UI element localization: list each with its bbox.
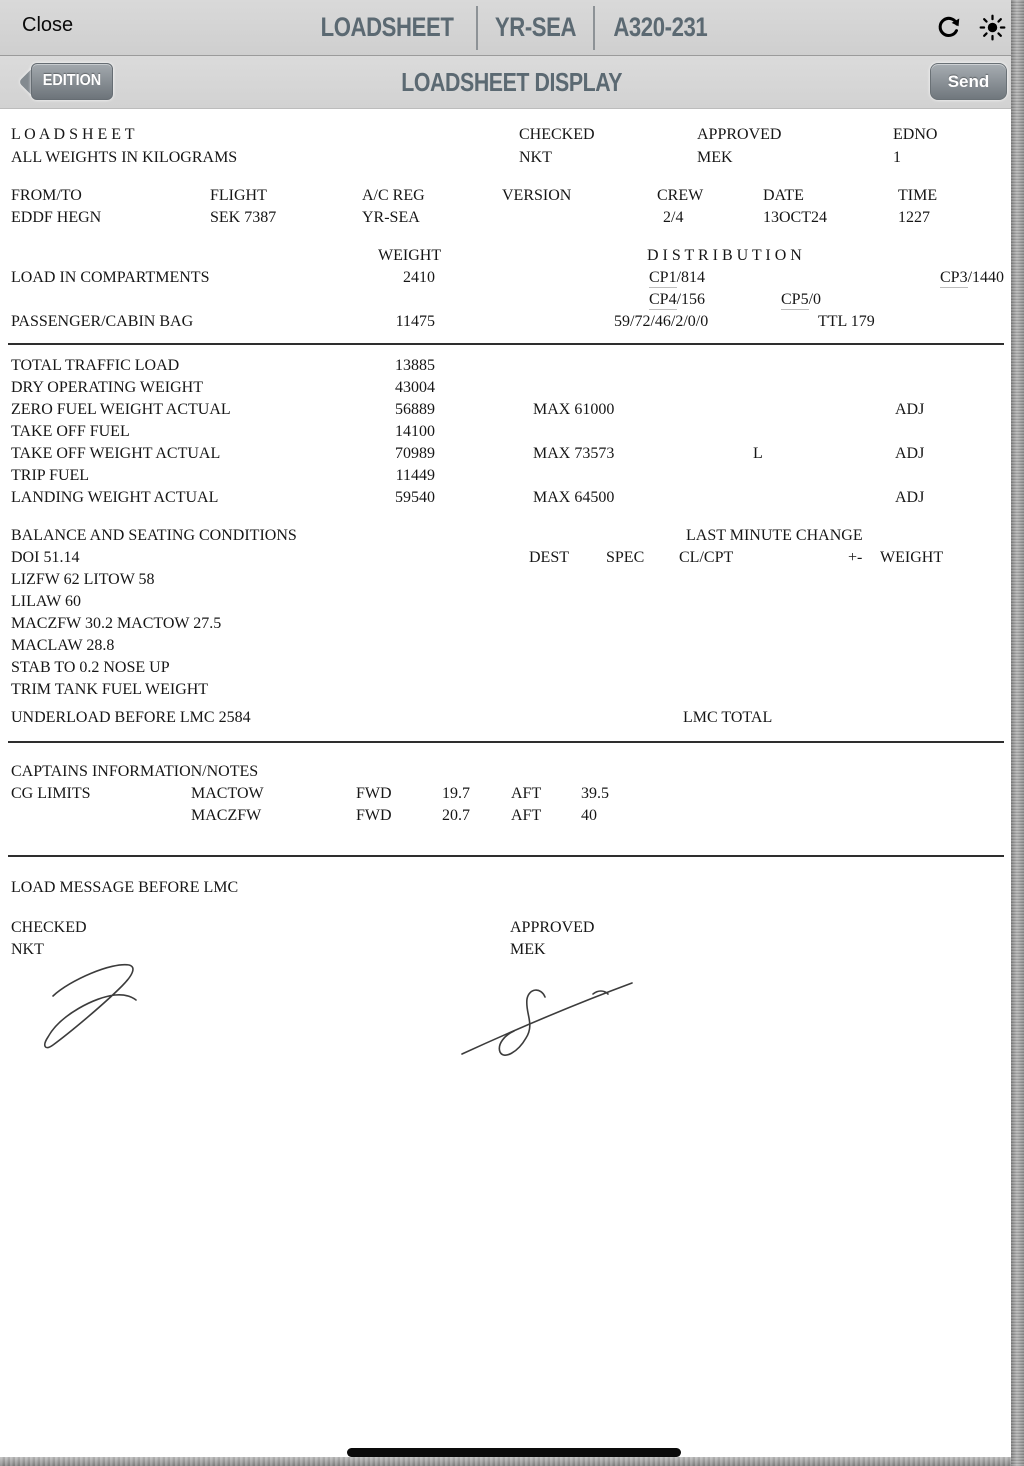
totals-row-max: MAX 61000 — [533, 401, 615, 418]
cg-aft-value: 39.5 — [581, 785, 609, 802]
right-frame-strip — [1011, 0, 1024, 1466]
totals-row-value: 43004 — [395, 379, 435, 396]
lmc-weight-header: WEIGHT — [880, 549, 944, 566]
lmc-plusminus-header: +- — [848, 549, 863, 566]
bottom-frame-strip — [0, 1457, 1024, 1466]
balance-line: DOI 51.14 — [11, 549, 80, 566]
cp4-distribution — [649, 292, 705, 308]
balance-line: LILAW 60 — [11, 593, 81, 610]
acreg-value: YR-SEA — [362, 209, 420, 226]
date-header: DATE — [763, 187, 804, 204]
totals-row-label: ZERO FUEL WEIGHT ACTUAL — [11, 401, 231, 418]
balance-line: LIZFW 62 LITOW 58 — [11, 571, 155, 588]
cp5-link[interactable]: CP5 — [781, 291, 809, 308]
loadsheet-title: L O A D S H E E T — [11, 126, 135, 143]
approved-label: APPROVED — [697, 126, 782, 143]
brightness-icon[interactable] — [979, 14, 1006, 41]
flight-value: SEK 7387 — [210, 209, 277, 226]
balance-line: TRIM TANK FUEL WEIGHT — [11, 681, 209, 698]
toolbar — [0, 56, 1024, 109]
pax-total: TTL 179 — [818, 313, 875, 330]
cp3-value: /1440 — [967, 269, 1005, 286]
totals-row-value: 13885 — [395, 357, 435, 374]
weight-column-header: WEIGHT — [378, 247, 442, 264]
sig-approved-label: APPROVED — [510, 919, 595, 936]
compartments-weight: 2410 — [403, 269, 435, 286]
cg-fwd-label: FWD — [356, 785, 392, 802]
title-divider — [593, 6, 595, 50]
lmc-clcpt-header: CL/CPT — [679, 549, 734, 566]
fromto-header: FROM/TO — [11, 187, 82, 204]
captains-title: CAPTAINS INFORMATION/NOTES — [11, 763, 259, 780]
title-segment-aircraft-type: A320-231 — [613, 12, 708, 42]
approved-signature — [450, 972, 640, 1067]
pax-split: 59/72/46/2/0/0 — [614, 313, 709, 330]
cg-aft-label: AFT — [511, 807, 542, 824]
acreg-header: A/C REG — [362, 187, 425, 204]
balance-line: MACLAW 28.8 — [11, 637, 115, 654]
approved-value: MEK — [697, 149, 733, 166]
totals-row-label: LANDING WEIGHT ACTUAL — [11, 489, 219, 506]
page-title: LOADSHEET DISPLAY — [401, 66, 623, 97]
cg-fwd-value: 19.7 — [442, 785, 470, 802]
checked-signature — [40, 958, 150, 1058]
flight-header: FLIGHT — [210, 187, 267, 204]
totals-row-max: MAX 73573 — [533, 445, 615, 462]
checked-label: CHECKED — [519, 126, 595, 143]
cg-row-name: MACTOW — [191, 785, 264, 802]
cp5-distribution — [781, 292, 821, 308]
cg-fwd-value: 20.7 — [442, 807, 470, 824]
refresh-icon[interactable] — [934, 13, 963, 42]
balance-line: STAB TO 0.2 NOSE UP — [11, 659, 170, 676]
edno-label: EDNO — [893, 126, 938, 143]
time-value: 1227 — [898, 209, 930, 226]
cg-fwd-label: FWD — [356, 807, 392, 824]
loadsheet-document — [0, 109, 1024, 1457]
totals-row-label: TRIP FUEL — [11, 467, 90, 484]
totals-row-label: TAKE OFF WEIGHT ACTUAL — [11, 445, 221, 462]
distribution-header: D I S T R I B U T I O N — [647, 247, 802, 264]
cp1-distribution — [649, 270, 705, 286]
cp1-link[interactable]: CP1 — [649, 269, 677, 286]
lmc-spec-header: SPEC — [606, 549, 645, 566]
date-value: 13OCT24 — [763, 209, 827, 226]
fromto-value: EDDF HEGN — [11, 209, 102, 226]
totals-row-adj[interactable]: ADJ — [895, 401, 925, 418]
lmc-dest-header: DEST — [529, 549, 569, 566]
totals-row-value: 70989 — [395, 445, 435, 462]
version-header: VERSION — [502, 187, 572, 204]
status-bar — [0, 0, 1024, 56]
status-bar-icons — [934, 13, 1006, 42]
totals-row-value: 59540 — [395, 489, 435, 506]
cg-row-name: MACZFW — [191, 807, 262, 824]
sig-approved-by: MEK — [510, 941, 546, 958]
title-divider — [476, 6, 478, 50]
totals-row-label: DRY OPERATING WEIGHT — [11, 379, 203, 396]
totals-row-adj[interactable]: ADJ — [895, 445, 925, 462]
totals-row-limit-code: L — [753, 445, 763, 462]
app-title — [0, 0, 1024, 55]
balance-line: MACZFW 30.2 MACTOW 27.5 — [11, 615, 222, 632]
totals-row-adj[interactable]: ADJ — [895, 489, 925, 506]
cp3-link[interactable]: CP3 — [940, 269, 968, 286]
load-message-title: LOAD MESSAGE BEFORE LMC — [11, 879, 239, 896]
sig-checked-label: CHECKED — [11, 919, 87, 936]
compartments-label: LOAD IN COMPARTMENTS — [11, 269, 210, 286]
edition-button-label: EDITION — [42, 72, 102, 89]
send-button[interactable]: Send — [930, 63, 1007, 100]
pax-label: PASSENGER/CABIN BAG — [11, 313, 194, 330]
totals-row-label: TAKE OFF FUEL — [11, 423, 130, 440]
cp4-link[interactable]: CP4 — [649, 291, 677, 308]
section-rule — [8, 343, 1004, 345]
underload-line: UNDERLOAD BEFORE LMC 2584 — [11, 709, 251, 726]
lmc-total-label: LMC TOTAL — [683, 709, 773, 726]
cp3-distribution — [940, 270, 1004, 286]
title-segment-loadsheet: LOADSHEET — [320, 12, 454, 42]
cp5-value: /0 — [808, 291, 822, 308]
time-header: TIME — [898, 187, 938, 204]
edno-value: 1 — [893, 149, 901, 166]
title-segment-registration: YR-SEA — [495, 12, 577, 42]
balance-title: BALANCE AND SEATING CONDITIONS — [11, 527, 297, 544]
home-indicator[interactable] — [347, 1448, 681, 1457]
totals-row-value: 11449 — [395, 467, 435, 484]
totals-row-max: MAX 64500 — [533, 489, 615, 506]
cg-aft-value: 40 — [581, 807, 597, 824]
cg-aft-label: AFT — [511, 785, 542, 802]
lmc-title: LAST MINUTE CHANGE — [686, 527, 863, 544]
totals-row-value: 56889 — [395, 401, 435, 418]
section-rule — [8, 855, 1004, 857]
sig-checked-by: NKT — [11, 941, 44, 958]
totals-row-value: 14100 — [395, 423, 435, 440]
section-rule — [8, 741, 1004, 743]
pax-weight: 11475 — [395, 313, 435, 330]
crew-value: 2/4 — [663, 209, 684, 226]
cg-limits-label: CG LIMITS — [11, 785, 91, 802]
checked-value: NKT — [519, 149, 552, 166]
cp4-value: /156 — [676, 291, 706, 308]
crew-header: CREW — [657, 187, 704, 204]
cp1-value: /814 — [676, 269, 706, 286]
weights-unit-note: ALL WEIGHTS IN KILOGRAMS — [11, 149, 238, 166]
totals-row-label: TOTAL TRAFFIC LOAD — [11, 357, 180, 374]
close-button[interactable]: Close — [22, 14, 74, 36]
